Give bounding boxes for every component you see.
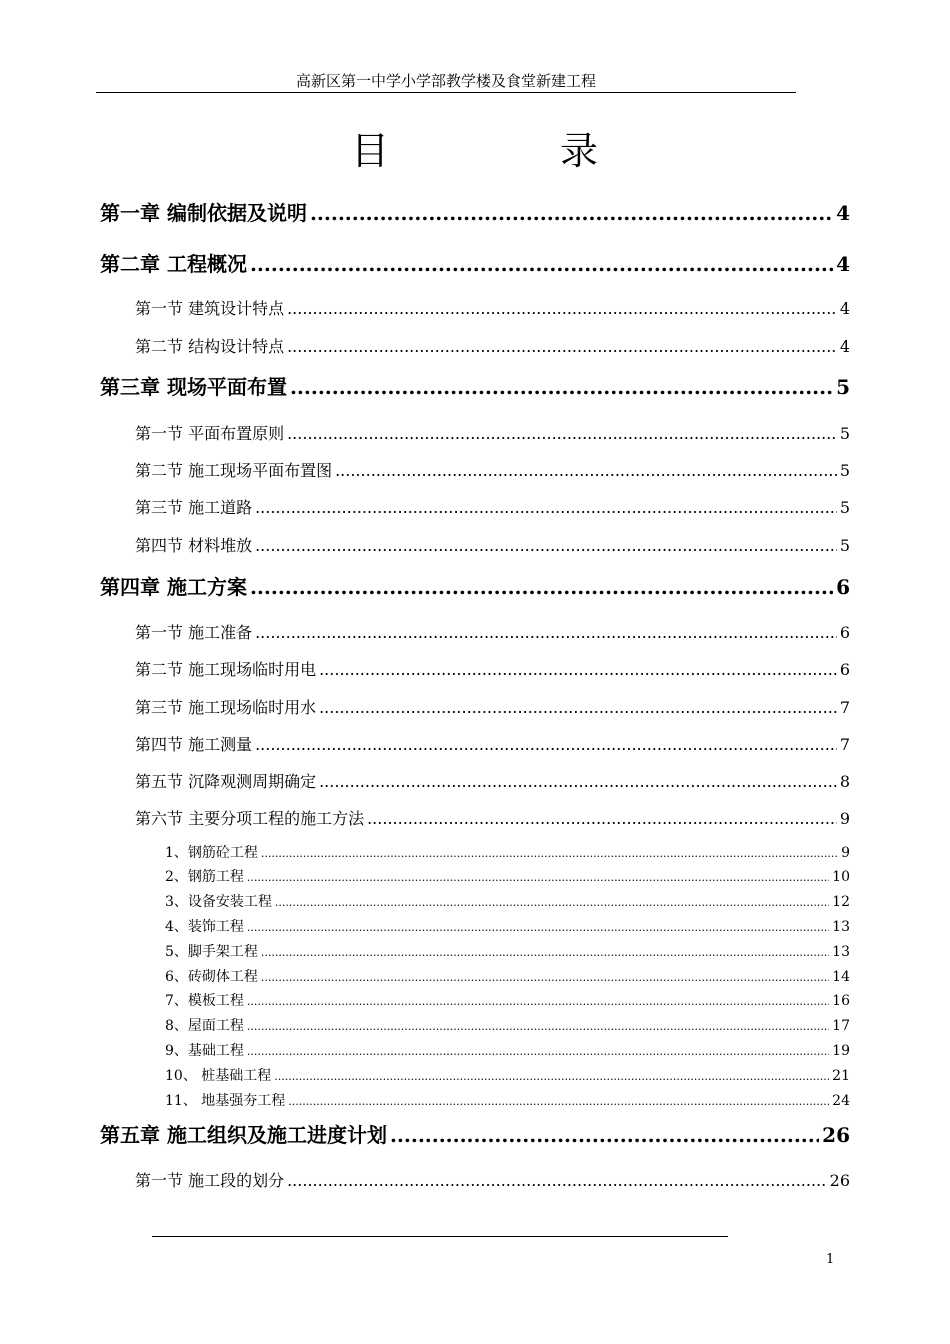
toc-entry-page: 19 xyxy=(832,1043,850,1059)
toc-entry-label: 第二节 施工现场临时用电 xyxy=(135,660,317,679)
toc-entry-label: 第六节 主要分项工程的施工方法 xyxy=(135,809,365,828)
toc-entry-page: 5 xyxy=(839,536,850,555)
toc-entry[interactable] xyxy=(165,990,850,1012)
leader-dots xyxy=(255,495,837,521)
leader-dots xyxy=(247,1040,829,1063)
toc-entry[interactable] xyxy=(135,421,850,447)
toc-entry[interactable] xyxy=(165,842,850,864)
toc-entry[interactable] xyxy=(100,1120,850,1150)
toc-entry[interactable] xyxy=(135,732,850,758)
toc-entry-page: 4 xyxy=(839,337,850,356)
leader-dots xyxy=(261,966,829,989)
leader-dots xyxy=(250,249,833,279)
leader-dots xyxy=(287,1168,827,1194)
toc-entry-page: 5 xyxy=(839,498,850,517)
leader-dots xyxy=(390,1120,819,1150)
toc-entry[interactable] xyxy=(165,1015,850,1037)
toc-entry-page: 14 xyxy=(832,969,850,985)
toc-entry[interactable] xyxy=(135,1168,850,1194)
running-header: 高新区第一中学小学部教学楼及食堂新建工程 xyxy=(295,72,596,90)
toc-entry-label: 第二节 施工现场平面布置图 xyxy=(135,461,333,480)
toc-entry-page: 26 xyxy=(822,1123,850,1147)
toc-entry-page: 9 xyxy=(841,845,850,861)
toc-entry-page: 10 xyxy=(832,869,850,885)
toc-entry-page: 26 xyxy=(829,1171,850,1190)
toc-entry-label: 第三节 施工现场临时用水 xyxy=(135,698,317,717)
toc-entry-label: 第一节 建筑设计特点 xyxy=(135,299,285,318)
toc-entry-label: 2、钢筋工程 xyxy=(165,869,244,885)
toc-title-char-2: 录 xyxy=(560,129,599,173)
toc-entry-label: 1、钢筋砼工程 xyxy=(165,845,258,861)
leader-dots xyxy=(274,1065,829,1088)
toc-entry-page: 6 xyxy=(839,660,850,679)
leader-dots xyxy=(287,334,837,360)
toc-entry-label: 第五章 施工组织及施工进度计划 xyxy=(100,1123,387,1147)
toc-entry[interactable] xyxy=(165,866,850,888)
toc-entry-label: 第一节 施工准备 xyxy=(135,623,253,642)
toc-entry-page: 12 xyxy=(832,894,850,910)
toc-entry-label: 6、砖砌体工程 xyxy=(165,969,258,985)
toc-title-char-1: 目 xyxy=(351,129,390,173)
toc-entry-label: 9、基础工程 xyxy=(165,1043,244,1059)
toc-entry[interactable] xyxy=(100,372,850,402)
leader-dots xyxy=(288,1090,829,1113)
toc-entry-page: 8 xyxy=(839,772,850,791)
toc-entry-label: 7、模板工程 xyxy=(165,993,244,1009)
toc-entry-page: 16 xyxy=(832,993,850,1009)
leader-dots xyxy=(255,620,837,646)
toc-entry-page: 13 xyxy=(832,919,850,935)
toc-entry-page: 5 xyxy=(839,424,850,443)
toc-entry-page: 5 xyxy=(836,375,850,399)
toc-entry-label: 第三节 施工道路 xyxy=(135,498,253,517)
toc-entry-page: 7 xyxy=(839,698,850,717)
toc-entry[interactable] xyxy=(100,572,850,602)
leader-dots xyxy=(287,296,837,322)
toc-title xyxy=(0,128,950,178)
toc-entry-label: 第四节 材料堆放 xyxy=(135,536,253,555)
toc-entry[interactable] xyxy=(135,769,850,795)
leader-dots xyxy=(290,372,833,402)
leader-dots xyxy=(310,198,833,228)
leader-dots xyxy=(275,891,829,914)
leader-dots xyxy=(247,866,829,889)
toc-entry-page: 7 xyxy=(839,735,850,754)
leader-dots xyxy=(319,695,837,721)
toc-entry[interactable] xyxy=(135,334,850,360)
toc-entry-label: 5、脚手架工程 xyxy=(165,944,258,960)
toc-entry[interactable] xyxy=(100,198,850,228)
toc-entry-label: 第五节 沉降观测周期确定 xyxy=(135,772,317,791)
leader-dots xyxy=(335,458,837,484)
leader-dots xyxy=(261,941,829,964)
toc-entry-page: 17 xyxy=(832,1018,850,1034)
toc-entry[interactable] xyxy=(135,695,850,721)
header-rule xyxy=(96,92,796,93)
toc-entry-label: 10、 桩基础工程 xyxy=(165,1068,272,1084)
toc-entry-page: 24 xyxy=(832,1093,850,1109)
toc-entry[interactable] xyxy=(135,620,850,646)
leader-dots xyxy=(255,732,837,758)
toc-entry-label: 11、 地基强夯工程 xyxy=(165,1093,286,1109)
toc-entry-label: 第二节 结构设计特点 xyxy=(135,337,285,356)
toc-entry[interactable] xyxy=(135,657,850,683)
leader-dots xyxy=(247,1015,829,1038)
leader-dots xyxy=(247,916,829,939)
toc-entry[interactable] xyxy=(165,916,850,938)
toc-entry-label: 8、屋面工程 xyxy=(165,1018,244,1034)
toc-entry-page: 4 xyxy=(839,299,850,318)
toc-entry[interactable] xyxy=(100,249,850,279)
toc-entry-page: 13 xyxy=(832,944,850,960)
toc-entry-label: 第三章 现场平面布置 xyxy=(100,375,287,399)
toc-entry[interactable] xyxy=(165,1065,850,1087)
toc-entry-page: 4 xyxy=(836,201,850,225)
toc-entry-label: 第四章 施工方案 xyxy=(100,575,247,599)
toc-entry-page: 6 xyxy=(836,575,850,599)
toc-entry-label: 第一节 平面布置原则 xyxy=(135,424,285,443)
leader-dots xyxy=(319,657,837,683)
toc-entry[interactable] xyxy=(135,806,850,832)
leader-dots xyxy=(255,533,837,559)
toc-entry[interactable] xyxy=(135,495,850,521)
toc-entry[interactable] xyxy=(165,891,850,913)
toc-entry[interactable] xyxy=(135,458,850,484)
toc-entry-label: 4、装饰工程 xyxy=(165,919,244,935)
toc-entry[interactable] xyxy=(135,533,850,559)
leader-dots xyxy=(261,842,838,865)
toc-entry-page: 5 xyxy=(839,461,850,480)
toc-entry[interactable] xyxy=(165,1090,850,1112)
toc-entry-page: 4 xyxy=(836,252,850,276)
leader-dots xyxy=(319,769,837,795)
leader-dots xyxy=(287,421,837,447)
toc-entry[interactable] xyxy=(135,296,850,322)
toc-entry-page: 9 xyxy=(839,809,850,828)
toc-entry-label: 第一章 编制依据及说明 xyxy=(100,201,307,225)
leader-dots xyxy=(247,990,829,1013)
toc-entry-label: 第一节 施工段的划分 xyxy=(135,1171,285,1190)
toc-entry[interactable] xyxy=(165,1040,850,1062)
toc-entry[interactable] xyxy=(165,966,850,988)
toc-entry[interactable] xyxy=(165,941,850,963)
leader-dots xyxy=(367,806,837,832)
toc-entry-label: 第四节 施工测量 xyxy=(135,735,253,754)
toc-entry-label: 第二章 工程概况 xyxy=(100,252,247,276)
leader-dots xyxy=(250,572,833,602)
toc-entry-page: 21 xyxy=(832,1068,850,1084)
page-number: 1 xyxy=(826,1252,835,1267)
toc-entry-page: 6 xyxy=(839,623,850,642)
footer-rule xyxy=(152,1236,728,1237)
toc-entry-label: 3、设备安装工程 xyxy=(165,894,272,910)
